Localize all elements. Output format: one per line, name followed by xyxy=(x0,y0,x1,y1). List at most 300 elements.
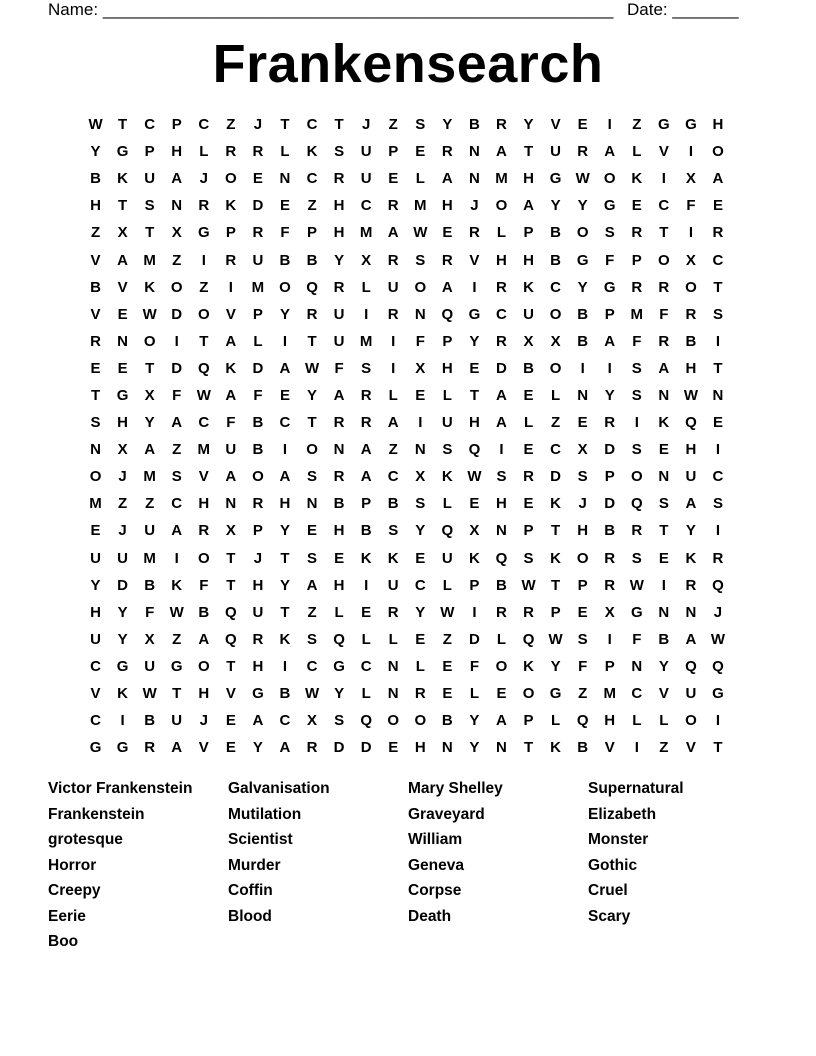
grid-letter: W xyxy=(440,603,455,621)
grid-letter: H xyxy=(414,739,426,757)
grid-letter: G xyxy=(170,657,183,675)
grid-letter: T xyxy=(280,116,290,134)
grid-letter: B xyxy=(279,251,291,269)
grid-row xyxy=(82,463,740,490)
grid-letter: L xyxy=(442,495,452,513)
grid-letter: A xyxy=(279,468,291,486)
grid-letter: X xyxy=(685,251,696,269)
grid-row xyxy=(82,138,740,165)
grid-letter: V xyxy=(90,251,101,269)
grid-row xyxy=(82,219,740,246)
grid-letter: Y xyxy=(90,576,101,594)
grid-letter: D xyxy=(604,441,616,459)
word-list-column xyxy=(588,776,768,955)
grid-letter: B xyxy=(90,278,101,296)
grid-letter: E xyxy=(415,386,426,404)
grid-letter: E xyxy=(279,386,290,404)
grid-letter: S xyxy=(496,468,507,486)
grid-letter: J xyxy=(199,170,208,188)
grid-letter: R xyxy=(631,278,643,296)
grid-letter: I xyxy=(607,630,612,648)
word-list-item: Supernatural xyxy=(588,780,684,797)
grid-letter: C xyxy=(306,657,318,675)
grid-letter: F xyxy=(605,251,615,269)
grid-letter: Z xyxy=(199,278,209,296)
grid-letter: S xyxy=(523,549,534,567)
grid-letter: Q xyxy=(441,305,454,323)
grid-letter: B xyxy=(252,441,264,459)
grid-letter: S xyxy=(631,441,642,459)
grid-letter: S xyxy=(442,441,453,459)
grid-letter: U xyxy=(144,170,156,188)
grid-letter: Z xyxy=(172,441,182,459)
grid-letter: D xyxy=(360,739,372,757)
grid-letter: R xyxy=(414,685,426,703)
grid-letter: S xyxy=(415,495,426,513)
grid-letter: L xyxy=(551,386,561,404)
grid-letter: U xyxy=(144,657,156,675)
word-list-column xyxy=(48,776,228,955)
grid-letter: S xyxy=(604,224,615,242)
grid-row xyxy=(82,192,740,219)
grid-letter: R xyxy=(252,143,264,161)
grid-letter: N xyxy=(414,441,426,459)
grid-letter: W xyxy=(142,305,157,323)
grid-letter: Y xyxy=(685,522,696,540)
grid-letter: R xyxy=(252,224,264,242)
grid-letter: R xyxy=(496,603,507,621)
grid-letter: M xyxy=(89,495,102,513)
grid-letter: R xyxy=(685,305,697,323)
grid-letter: O xyxy=(225,170,237,188)
grid-letter: E xyxy=(225,739,236,757)
grid-letter: R xyxy=(631,522,643,540)
grid-letter: O xyxy=(197,305,210,323)
grid-letter: D xyxy=(468,630,480,648)
grid-letter: S xyxy=(361,359,372,377)
grid-letter: R xyxy=(712,549,724,567)
grid-letter: W xyxy=(169,603,184,621)
grid-letter: A xyxy=(658,359,670,377)
grid-letter: E xyxy=(442,657,453,675)
grid-letter: A xyxy=(604,143,616,161)
word-list-column xyxy=(408,776,588,955)
grid-letter: A xyxy=(496,386,507,404)
grid-letter: M xyxy=(143,251,156,269)
grid-letter: S xyxy=(712,495,723,513)
grid-letter: Y xyxy=(144,414,155,432)
grid-letter: O xyxy=(549,359,562,377)
grid-letter: F xyxy=(659,305,669,323)
grid-letter: L xyxy=(361,278,371,296)
grid-letter: Z xyxy=(551,414,561,432)
grid-letter: X xyxy=(550,332,561,350)
grid-letter: A xyxy=(171,522,183,540)
grid-letter: M xyxy=(414,197,427,215)
grid-letter: M xyxy=(251,278,265,296)
grid-letter: S xyxy=(388,522,399,540)
grid-letter: X xyxy=(685,170,696,188)
grid-letter: S xyxy=(307,630,318,648)
grid-letter: B xyxy=(658,630,670,648)
grid-letter: Q xyxy=(468,441,481,459)
grid-letter: A xyxy=(171,170,183,188)
grid-letter: E xyxy=(523,495,534,513)
grid-letter: Z xyxy=(307,197,317,215)
grid-letter: R xyxy=(604,549,616,567)
grid-letter: O xyxy=(279,278,291,296)
grid-letter: A xyxy=(333,386,345,404)
grid-letter: I xyxy=(120,712,125,730)
date-field xyxy=(627,0,739,20)
grid-letter: R xyxy=(90,332,101,350)
grid-letter: I xyxy=(364,305,369,323)
word-list-item: Scientist xyxy=(228,831,293,848)
grid-letter: B xyxy=(252,414,264,432)
grid-letter: Y xyxy=(307,386,318,404)
grid-row xyxy=(82,653,740,680)
grid-letter: H xyxy=(496,251,507,269)
grid-letter: P xyxy=(144,143,155,161)
grid-letter: H xyxy=(712,116,724,134)
grid-letter: B xyxy=(144,576,156,594)
grid-letter: H xyxy=(333,522,345,540)
grid-letter: L xyxy=(523,414,534,432)
grid-letter: N xyxy=(658,468,670,486)
grid-letter: Q xyxy=(712,576,724,594)
grid-letter: R xyxy=(198,522,210,540)
grid-letter: B xyxy=(144,712,156,730)
grid-letter: R xyxy=(198,197,210,215)
grid-row xyxy=(82,274,740,301)
grid-letter: D xyxy=(333,739,345,757)
grid-letter: G xyxy=(116,386,129,404)
grid-letter: U xyxy=(387,278,399,296)
grid-letter: W xyxy=(467,468,482,486)
grid-letter: Q xyxy=(225,603,237,621)
grid-letter: R xyxy=(496,332,507,350)
grid-letter: C xyxy=(90,657,101,675)
grid-letter: R xyxy=(360,386,372,404)
grid-letter: M xyxy=(630,305,644,323)
grid-letter: X xyxy=(144,630,155,648)
grid-letter: B xyxy=(468,116,480,134)
grid-letter: K xyxy=(550,549,562,567)
word-list-item: Victor Frankenstein xyxy=(48,780,193,797)
grid-letter: H xyxy=(252,576,264,594)
grid-letter: S xyxy=(307,468,318,486)
grid-letter: W xyxy=(304,359,320,377)
grid-letter: F xyxy=(686,197,696,215)
grid-letter: R xyxy=(387,251,399,269)
word-list-item: Blood xyxy=(228,907,272,925)
grid-letter: R xyxy=(225,251,237,269)
grid-letter: E xyxy=(631,197,642,215)
grid-letter: K xyxy=(523,657,534,675)
grid-letter: I xyxy=(282,657,288,675)
grid-letter: G xyxy=(603,278,616,296)
word-search-grid xyxy=(82,111,740,761)
grid-row xyxy=(82,111,740,138)
grid-letter: N xyxy=(496,522,507,540)
grid-letter: B xyxy=(685,332,697,350)
grid-letter: F xyxy=(226,414,236,432)
grid-letter: D xyxy=(604,495,616,513)
grid-letter: G xyxy=(333,657,345,675)
grid-letter: N xyxy=(279,170,291,188)
grid-letter: R xyxy=(387,603,399,621)
grid-letter: I xyxy=(715,332,721,350)
grid-letter: E xyxy=(225,712,236,730)
grid-letter: A xyxy=(496,414,507,432)
grid-letter: N xyxy=(712,386,724,404)
grid-letter: J xyxy=(713,603,723,621)
grid-letter: C xyxy=(360,657,372,675)
grid-letter: S xyxy=(90,414,101,432)
grid-letter: G xyxy=(197,224,210,242)
grid-letter: I xyxy=(715,522,721,540)
date-blank-line: _______ xyxy=(672,0,739,19)
grid-letter: Z xyxy=(307,603,317,621)
grid-letter: K xyxy=(658,414,670,432)
grid-letter: F xyxy=(253,386,263,404)
grid-letter: I xyxy=(364,576,369,594)
grid-letter: H xyxy=(523,251,534,269)
grid-letter: U xyxy=(523,305,534,323)
grid-letter: K xyxy=(441,468,453,486)
grid-letter: E xyxy=(712,197,723,215)
grid-letter: R xyxy=(496,278,507,296)
grid-letter: R xyxy=(631,224,643,242)
grid-letter: L xyxy=(469,685,479,703)
grid-letter: U xyxy=(333,332,345,350)
grid-letter: U xyxy=(90,549,101,567)
grid-letter: T xyxy=(659,522,669,540)
grid-letter: E xyxy=(523,441,534,459)
grid-letter: I xyxy=(661,170,666,188)
grid-row xyxy=(82,707,740,734)
grid-letter: O xyxy=(170,278,183,296)
grid-letter: C xyxy=(712,251,724,269)
grid-letter: K xyxy=(306,143,318,161)
grid-letter: A xyxy=(225,332,237,350)
grid-letter: T xyxy=(523,739,534,757)
grid-letter: B xyxy=(577,332,589,350)
grid-letter: U xyxy=(360,143,372,161)
grid-letter: A xyxy=(198,630,210,648)
grid-letter: N xyxy=(171,197,183,215)
grid-row xyxy=(82,436,740,463)
grid-letter: S xyxy=(307,549,318,567)
grid-letter: V xyxy=(225,685,236,703)
grid-letter: Q xyxy=(360,712,372,730)
grid-letter: W xyxy=(142,685,157,703)
grid-letter: G xyxy=(468,305,481,323)
grid-letter: O xyxy=(603,170,616,188)
grid-letter: Z xyxy=(172,251,182,269)
grid-letter: A xyxy=(171,414,183,432)
grid-letter: M xyxy=(495,170,508,188)
grid-letter: B xyxy=(387,495,399,513)
grid-letter: A xyxy=(252,712,264,730)
grid-row xyxy=(82,517,740,544)
grid-letter: D xyxy=(496,359,507,377)
grid-letter: U xyxy=(252,251,264,269)
grid-letter: C xyxy=(90,712,101,730)
grid-letter: V xyxy=(550,116,561,134)
grid-letter: L xyxy=(496,630,507,648)
grid-letter: Z xyxy=(659,739,669,757)
grid-letter: S xyxy=(334,712,345,730)
grid-letter: T xyxy=(226,657,236,675)
grid-letter: Y xyxy=(279,305,290,323)
grid-letter: R xyxy=(523,468,534,486)
grid-letter: Y xyxy=(469,332,480,350)
grid-letter: T xyxy=(280,549,290,567)
grid-letter: D xyxy=(171,359,183,377)
grid-letter: P xyxy=(577,576,588,594)
grid-letter: Y xyxy=(550,657,561,675)
grid-letter: Y xyxy=(334,685,345,703)
grid-letter: O xyxy=(685,278,697,296)
grid-row xyxy=(82,301,740,328)
grid-letter: K xyxy=(279,630,291,648)
grid-letter: G xyxy=(116,143,129,161)
grid-letter: U xyxy=(252,603,264,621)
grid-letter: H xyxy=(198,495,210,513)
grid-letter: N xyxy=(441,739,453,757)
grid-letter: G xyxy=(89,739,102,757)
grid-letter: C xyxy=(306,170,318,188)
grid-letter: D xyxy=(117,576,129,594)
grid-letter: E xyxy=(388,739,399,757)
grid-letter: S xyxy=(577,468,588,486)
grid-letter: I xyxy=(418,414,423,432)
word-list-item: Cruel xyxy=(588,882,628,899)
grid-letter: L xyxy=(388,386,398,404)
grid-row xyxy=(82,599,740,626)
grid-letter: T xyxy=(713,359,723,377)
grid-letter: T xyxy=(199,332,209,350)
grid-letter: N xyxy=(658,386,670,404)
grid-letter: R xyxy=(658,278,670,296)
grid-letter: P xyxy=(442,332,453,350)
grid-letter: Q xyxy=(576,712,589,730)
grid-letter: H xyxy=(252,657,264,675)
grid-letter: Z xyxy=(172,630,182,648)
grid-letter: R xyxy=(387,197,399,215)
grid-letter: T xyxy=(226,549,236,567)
grid-letter: E xyxy=(469,359,480,377)
grid-letter: Z xyxy=(118,495,128,513)
grid-letter: T xyxy=(118,116,128,134)
grid-letter: Y xyxy=(279,576,290,594)
grid-letter: B xyxy=(198,603,210,621)
grid-letter: G xyxy=(712,685,724,703)
grid-row xyxy=(82,382,740,409)
grid-letter: W xyxy=(413,224,428,242)
word-list-item: Geneva xyxy=(408,856,465,874)
grid-letter: R xyxy=(604,414,616,432)
grid-letter: T xyxy=(145,224,155,242)
grid-letter: E xyxy=(307,522,318,540)
grid-letter: P xyxy=(631,251,642,269)
grid-row xyxy=(82,328,740,355)
grid-row xyxy=(82,246,740,273)
grid-letter: A xyxy=(685,630,697,648)
grid-letter: D xyxy=(171,305,183,323)
grid-letter: X xyxy=(144,386,155,404)
grid-letter: U xyxy=(441,414,453,432)
grid-letter: F xyxy=(415,332,425,350)
grid-letter: D xyxy=(252,197,264,215)
grid-letter: S xyxy=(415,116,426,134)
grid-letter: I xyxy=(634,739,639,757)
grid-letter: Z xyxy=(90,224,101,242)
word-list-item: Death xyxy=(408,907,452,925)
word-list-item: Galvanisation xyxy=(228,780,330,797)
grid-letter: R xyxy=(658,332,670,350)
grid-letter: B xyxy=(496,576,507,594)
grid-letter: T xyxy=(90,386,101,404)
grid-letter: E xyxy=(117,305,128,323)
grid-letter: O xyxy=(414,712,427,730)
grid-letter: R xyxy=(306,739,318,757)
grid-letter: G xyxy=(576,251,589,269)
grid-letter: U xyxy=(685,685,697,703)
grid-letter: A xyxy=(279,739,291,757)
grid-letter: N xyxy=(225,495,237,513)
grid-letter: Q xyxy=(712,657,724,675)
grid-letter: Y xyxy=(117,630,128,648)
grid-letter: L xyxy=(551,712,561,730)
grid-letter: S xyxy=(415,251,426,269)
grid-letter: I xyxy=(174,332,179,350)
grid-letter: T xyxy=(307,332,317,350)
grid-letter: X xyxy=(577,441,588,459)
grid-letter: R xyxy=(441,251,453,269)
grid-letter: N xyxy=(496,739,507,757)
grid-letter: J xyxy=(253,116,263,134)
grid-letter: H xyxy=(90,603,101,621)
grid-letter: P xyxy=(252,522,263,540)
grid-letter: N xyxy=(468,143,480,161)
grid-letter: A xyxy=(685,495,697,513)
grid-letter: Y xyxy=(279,522,290,540)
grid-letter: W xyxy=(88,116,103,134)
grid-letter: O xyxy=(658,251,670,269)
grid-letter: O xyxy=(576,549,589,567)
grid-letter: E xyxy=(712,414,723,432)
grid-letter: R xyxy=(496,116,507,134)
grid-letter: X xyxy=(604,603,615,621)
grid-letter: O xyxy=(414,278,427,296)
word-list-item: Creepy xyxy=(48,882,101,899)
grid-letter: B xyxy=(550,224,562,242)
grid-letter: L xyxy=(253,332,263,350)
grid-row xyxy=(82,409,740,436)
grid-letter: I xyxy=(688,224,693,242)
word-list-item: Scary xyxy=(588,907,631,925)
grid-letter: O xyxy=(495,657,508,675)
word-list-item: Frankenstein xyxy=(48,805,145,823)
grid-letter: E xyxy=(415,630,426,648)
grid-letter: Y xyxy=(252,739,263,757)
grid-letter: U xyxy=(117,549,129,567)
grid-letter: X xyxy=(307,712,318,730)
grid-letter: K xyxy=(468,549,480,567)
grid-letter: N xyxy=(414,305,426,323)
